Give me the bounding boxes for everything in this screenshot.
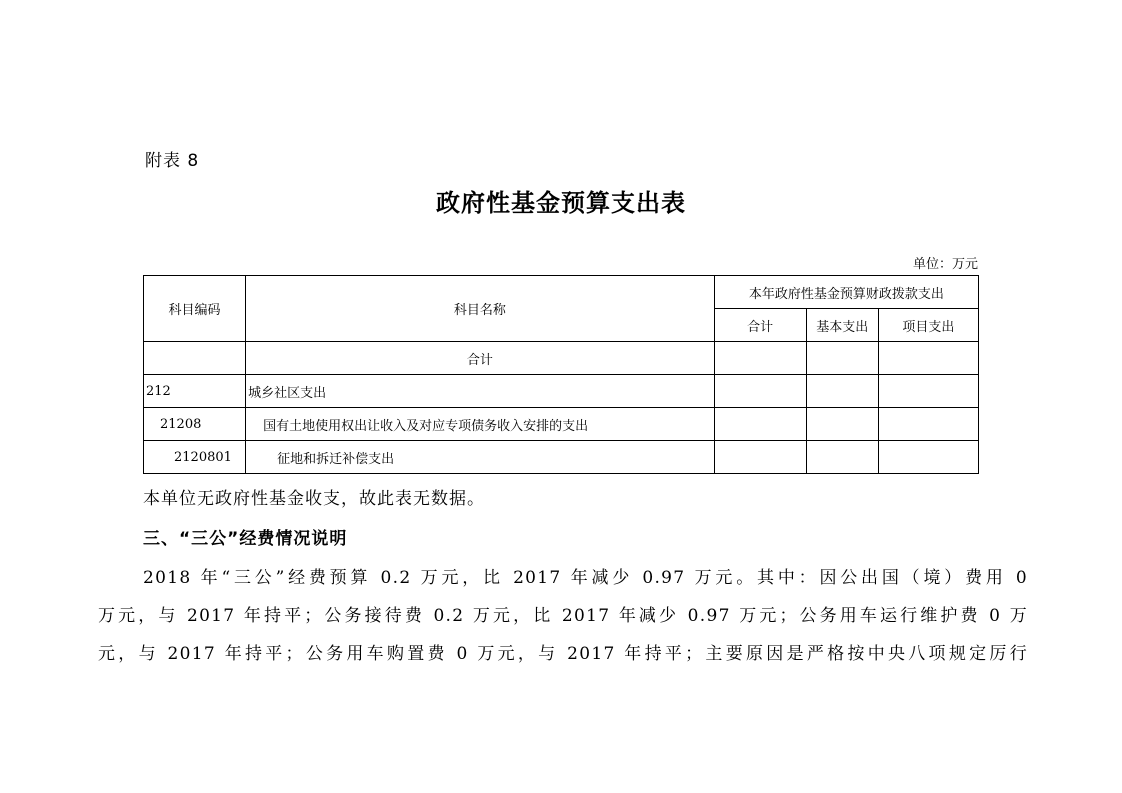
row-total-cell <box>714 375 806 408</box>
row-project-cell <box>878 375 978 408</box>
header-total: 合计 <box>714 309 806 342</box>
row-project-cell <box>878 441 978 474</box>
table-row <box>144 408 979 441</box>
total-amount-cell <box>714 342 806 375</box>
total-label: 合计 <box>246 342 715 375</box>
section-heading: 三、“三公”经费情况说明 <box>143 529 348 549</box>
unit-label: 单位：万元 <box>912 257 978 272</box>
row-basic-cell <box>806 441 878 474</box>
table-note: 本单位无政府性基金收支，故此表无数据。 <box>143 489 485 509</box>
total-project-cell <box>878 342 978 375</box>
table-header-row <box>144 276 979 309</box>
row-code: 21208 <box>144 408 246 441</box>
row-project-cell <box>878 408 978 441</box>
appendix-label: 附表 8 <box>145 151 200 171</box>
header-basic: 基本支出 <box>806 309 878 342</box>
budget-table <box>143 275 979 474</box>
total-basic-cell <box>806 342 878 375</box>
total-code-cell <box>144 342 246 375</box>
row-code: 2120801 <box>144 441 246 474</box>
header-project: 项目支出 <box>878 309 978 342</box>
row-name: 国有土地使用权出让收入及对应专项债务收入安排的支出 <box>246 408 715 441</box>
table-row <box>144 375 979 408</box>
header-group: 本年政府性基金预算财政拨款支出 <box>714 276 978 309</box>
table-total-row <box>144 342 979 375</box>
row-total-cell <box>714 408 806 441</box>
row-total-cell <box>714 441 806 474</box>
row-name: 城乡社区支出 <box>246 375 715 408</box>
paragraph-line: 元，与 2017 年持平；公务用车购置费 0 万元，与 2017 年持平；主要原因是严格按中央八项规定厉行 <box>98 644 1028 664</box>
table-row <box>144 441 979 474</box>
header-name: 科目名称 <box>246 276 715 342</box>
row-code: 212 <box>144 375 246 408</box>
page-title: 政府性基金预算支出表 <box>436 189 686 217</box>
row-name: 征地和拆迁补偿支出 <box>246 441 715 474</box>
header-code: 科目编码 <box>144 276 246 342</box>
row-basic-cell <box>806 375 878 408</box>
paragraph-line: 2018 年“三公”经费预算 0.2 万元，比 2017 年减少 0.97 万元。其中：因公出国（境）费用 0 <box>143 568 1028 588</box>
paragraph-line: 万元，与 2017 年持平；公务接待费 0.2 万元，比 2017 年减少 0.97 万元；公务用车运行维护费 0 万 <box>98 606 1028 626</box>
row-basic-cell <box>806 408 878 441</box>
